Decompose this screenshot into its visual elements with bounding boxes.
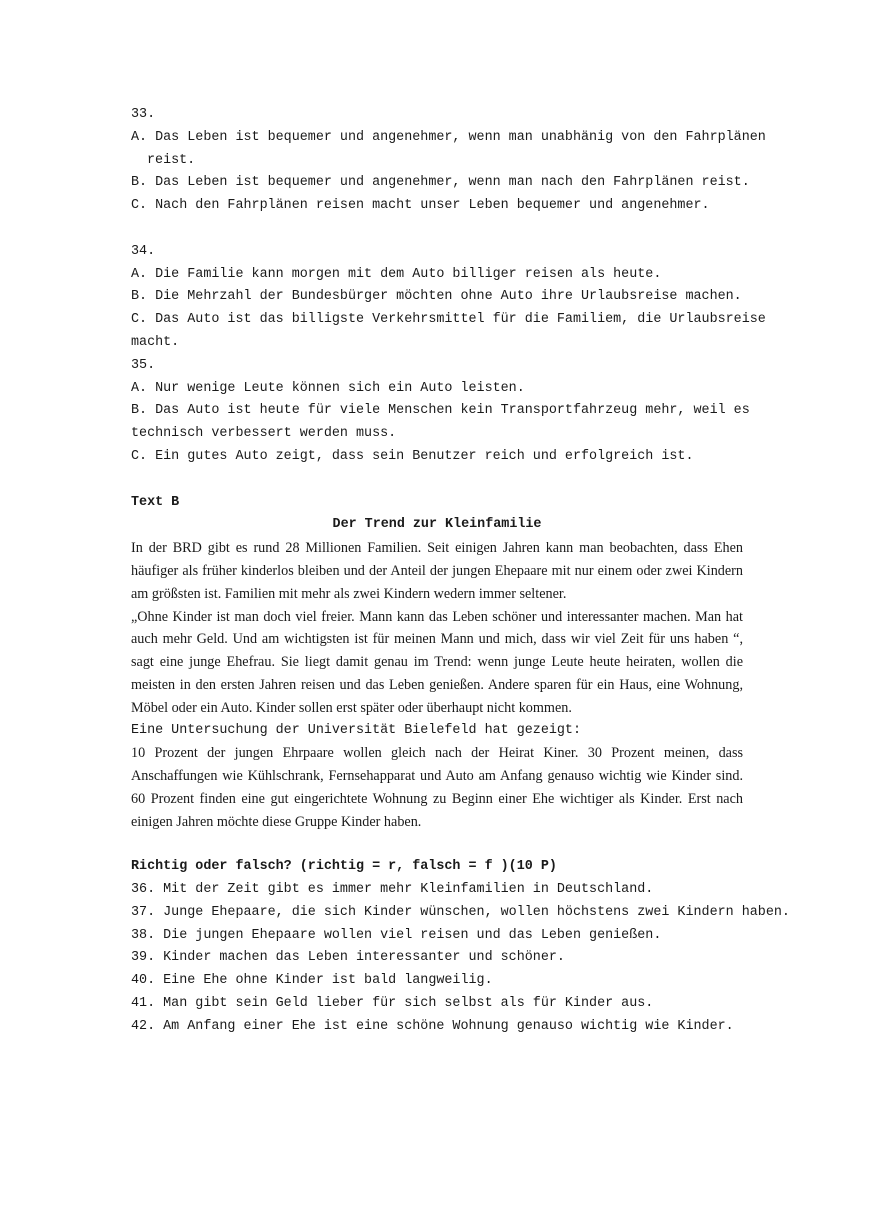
statement: 39. Kinder machen das Leben interessanter und schöner. <box>131 950 565 966</box>
question-35 <box>131 355 750 469</box>
statement: 36. Mit der Zeit gibt es immer mehr Kleinfamilien in Deutschland. <box>131 882 654 898</box>
question-number: 33. <box>131 107 156 122</box>
passage-paragraph: „Ohne Kinder ist man doch viel freier. Mann kann das Leben schöner und interessanter machen. Man hat auch mehr Geld. Und am wichtigsten ist für meinen Mann und mich, dass wir viel Zeit für uns haben “, sagt eine junge Ehefrau. Sie liegt damit genau im Trend: wenn junge Leute heute heiraten, wollen die meisten in den ersten Jahren reisen und das Leben genießen. Andere sparen für ein Haus, eine Wohnung, Möbel oder ein Auto. Kinder sollen erst später oder überhaupt nicht kommen. <box>131 608 743 716</box>
option-c: C. Ein gutes Auto zeigt, dass sein Benutzer reich und erfolgreich ist. <box>131 448 694 464</box>
option-b: B. Das Leben ist bequemer und angenehmer, wenn man nach den Fahrplänen reist. <box>131 175 750 191</box>
spacer <box>131 469 743 492</box>
option-b: B. Das Auto ist heute für viele Menschen kein Transportfahrzeug mehr, weil es <box>131 403 750 419</box>
question-number: 34. <box>131 243 156 259</box>
statement: 42. Am Anfang einer Ehe ist eine schöne Wohnung genauso wichtig wie Kinder. <box>131 1018 734 1034</box>
option-c: C. Das Auto ist das billigste Verkehrsmittel für die Familiem, die Urlaubsreise <box>131 312 766 328</box>
passage-paragraph: Eine Untersuchung der Universität Bielefeld hat gezeigt: <box>131 722 581 738</box>
passage-paragraph: In der BRD gibt es rund 28 Millionen Familien. Seit einigen Jahren kann man beobachten, dass Ehen häufiger als früher kinderlos bleiben und der Anteil der jungen Ehepaare mit nur einem oder zwei Kindern am größsten ist. Familien mit mehr als zwei Kindern wedern immer seltener. <box>131 540 743 602</box>
statement: 38. Die jungen Ehepaare wollen viel reisen und das Leben genießen. <box>131 927 662 943</box>
question-33 <box>131 104 766 218</box>
section-heading: Richtig oder falsch? (richtig = r, falsch = f )(10 P) <box>131 859 557 875</box>
document-page <box>131 104 790 1039</box>
question-number: 35. <box>131 357 156 373</box>
option-b: B. Die Mehrzahl der Bundesbürger möchten ohne Auto ihre Urlaubsreise machen. <box>131 289 742 305</box>
statement: 37. Junge Ehepaare, die sich Kinder wünschen, wollen höchstens zwei Kindern haben. <box>131 904 790 920</box>
statement: 41. Man gibt sein Geld lieber für sich selbst als für Kinder aus. <box>131 996 654 1012</box>
section-label: Text B <box>131 494 180 510</box>
spacer <box>131 834 743 857</box>
spacer <box>131 218 743 241</box>
option-b-continuation: technisch verbessert werden muss. <box>131 426 397 442</box>
option-a: A. Die Familie kann morgen mit dem Auto billiger reisen als heute. <box>131 266 662 282</box>
passage-title: Der Trend zur Kleinfamilie <box>332 517 542 533</box>
true-false-section <box>131 856 790 1038</box>
text-b-section <box>131 492 743 834</box>
question-34 <box>131 241 766 355</box>
option-a: A. Das Leben ist bequemer und angenehmer, wenn man unabhänig von den Fahrplänen <box>131 129 766 145</box>
option-a: A. Nur wenige Leute können sich ein Auto leisten. <box>131 380 525 396</box>
statement: 40. Eine Ehe ohne Kinder ist bald langweilig. <box>131 973 493 989</box>
option-c-continuation: macht. <box>131 334 180 350</box>
option-c: C. Nach den Fahrplänen reisen macht unser Leben bequemer und angenehmer. <box>131 198 710 214</box>
option-a-continuation: reist. <box>147 152 196 168</box>
passage-paragraph: 10 Prozent der jungen Ehrpaare wollen gleich nach der Heirat Kiner. 30 Prozent meinen, dass Anschaffungen wie Kühlschrank, Fernsehapparat und Auto am Anfang genauso wichtig wie Kinder sind. 60 Prozent finden eine gut eingerichtete Wohnung zu Beginn einer Ehe wichtiger als Kinder. Erst nach einigen Jahren möchte diese Gruppe Kinder haben. <box>131 745 743 830</box>
